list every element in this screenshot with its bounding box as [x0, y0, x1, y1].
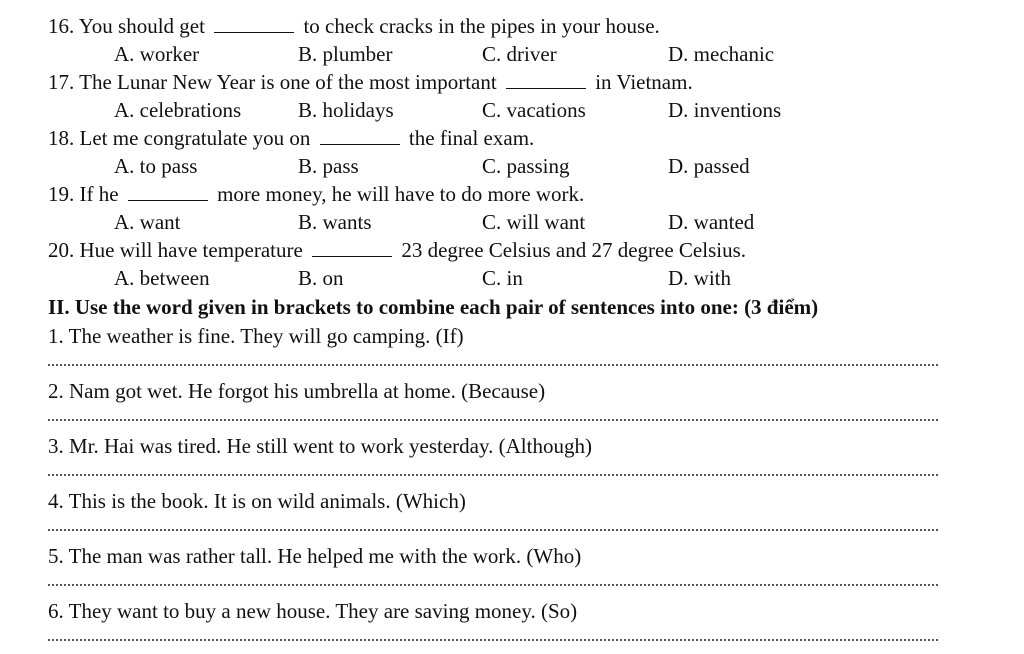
option-c: C. will want [482, 210, 586, 234]
option-b: B. holidays [298, 98, 394, 122]
stem-before: 17. The Lunar New Year is one of the most important [48, 70, 497, 94]
answer-dotted-line[interactable] [48, 419, 938, 421]
question-16 [48, 12, 948, 68]
task-prompt: 5. The man was rather tall. He helped me with the work. (Who) [48, 544, 582, 568]
question-stem [48, 236, 948, 264]
task-prompt: 4. This is the book. It is on wild animals. (Which) [48, 489, 466, 513]
options-row [48, 264, 948, 292]
stem-before: 20. Hue will have temperature [48, 238, 303, 262]
answer-blank [312, 240, 392, 257]
stem-before: 16. You should get [48, 14, 205, 38]
option-d: D. inventions [668, 98, 782, 122]
question-20 [48, 236, 948, 292]
option-c: C. driver [482, 42, 557, 66]
stem-after: 23 degree Celsius and 27 degree Celsius. [401, 238, 746, 262]
rewrite-task-6 [48, 597, 948, 652]
question-19 [48, 180, 948, 236]
stem-after: the final exam. [408, 126, 535, 150]
task-prompt: 3. Mr. Hai was tired. He still went to work yesterday. (Although) [48, 434, 592, 458]
answer-dotted-line[interactable] [48, 474, 938, 476]
options-row [48, 96, 948, 124]
question-stem [48, 180, 948, 208]
option-a: A. celebrations [114, 98, 242, 122]
stem-after: in Vietnam. [595, 70, 693, 94]
option-c: C. in [482, 266, 523, 290]
option-a: A. between [114, 266, 210, 290]
rewrite-task-1 [48, 322, 948, 377]
answer-blank [506, 72, 586, 89]
option-d: D. with [668, 266, 731, 290]
option-c: C. vacations [482, 98, 586, 122]
stem-before: 19. If he [48, 182, 119, 206]
stem-before: 18. Let me congratulate you on [48, 126, 311, 150]
option-d: D. passed [668, 154, 750, 178]
rewrite-task-4 [48, 487, 948, 542]
question-stem [48, 124, 948, 152]
answer-blank [320, 128, 400, 145]
option-d: D. wanted [668, 210, 755, 234]
task-prompt: 6. They want to buy a new house. They are saving money. (So) [48, 599, 578, 623]
task-prompt: 1. The weather is fine. They will go camping. (If) [48, 324, 464, 348]
question-17 [48, 68, 948, 124]
answer-dotted-line[interactable] [48, 529, 938, 531]
answer-dotted-line[interactable] [48, 639, 938, 641]
option-b: B. wants [298, 210, 372, 234]
answer-dotted-line[interactable] [48, 364, 938, 366]
rewrite-task-5 [48, 542, 948, 597]
task-prompt: 2. Nam got wet. He forgot his umbrella at home. (Because) [48, 379, 546, 403]
options-row [48, 152, 948, 180]
option-a: A. to pass [114, 154, 198, 178]
option-a: A. want [114, 210, 181, 234]
option-c: C. passing [482, 154, 570, 178]
option-b: B. plumber [298, 42, 393, 66]
stem-after: to check cracks in the pipes in your house. [303, 14, 660, 38]
worksheet [48, 12, 948, 652]
option-b: B. on [298, 266, 344, 290]
question-stem [48, 12, 948, 40]
stem-after: more money, he will have to do more work. [217, 182, 585, 206]
section-heading: II. Use the word given in brackets to combine each pair of sentences into one: (3 điểm) [48, 295, 819, 319]
options-row [48, 40, 948, 68]
question-stem [48, 68, 948, 96]
answer-blank [128, 184, 208, 201]
answer-dotted-line[interactable] [48, 584, 938, 586]
option-b: B. pass [298, 154, 359, 178]
option-d: D. mechanic [668, 42, 775, 66]
options-row [48, 208, 948, 236]
rewrite-task-2 [48, 377, 948, 432]
answer-blank [214, 16, 294, 33]
rewrite-task-3 [48, 432, 948, 487]
option-a: A. worker [114, 42, 200, 66]
question-18 [48, 124, 948, 180]
